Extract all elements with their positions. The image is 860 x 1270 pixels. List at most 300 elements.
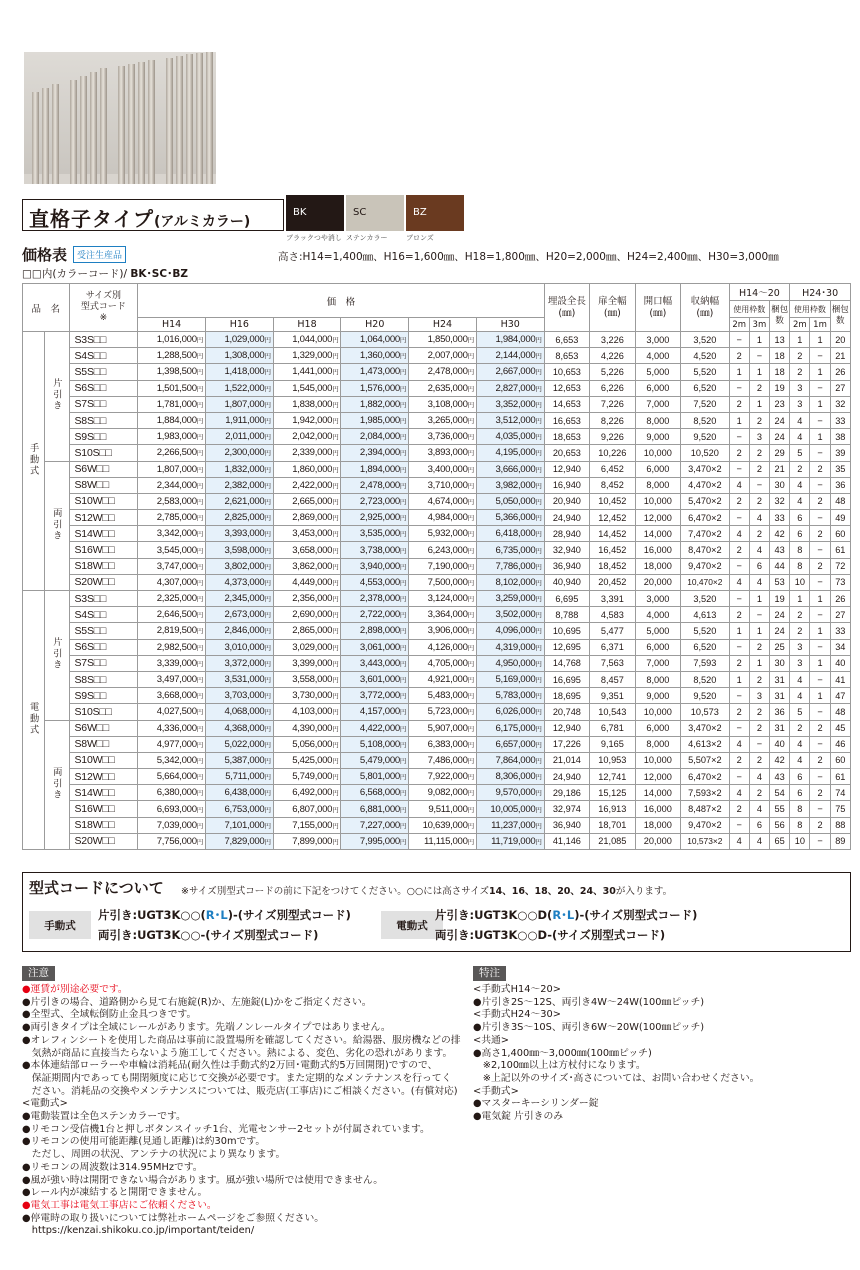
- opening-width-cell: 5,000: [635, 623, 680, 639]
- price-cell: 3,029,000円: [273, 639, 341, 655]
- opening-width-cell: 14,000: [635, 526, 680, 542]
- frames-2m-b-cell: 4: [790, 412, 810, 428]
- slat-graphic: [128, 64, 135, 184]
- color-caption-bk: ブラックつや消し: [286, 234, 342, 242]
- price-cell: 2,819,500円: [138, 623, 206, 639]
- packages-b-cell: 41: [830, 671, 850, 687]
- price-cell: 5,749,000円: [273, 769, 341, 785]
- opening-width-cell: 16,000: [635, 542, 680, 558]
- header-h16: H16: [205, 318, 273, 332]
- frames-2m-a-cell: −: [729, 720, 749, 736]
- frames-3m-a-cell: 2: [749, 380, 769, 396]
- frames-2m-b-cell: 4: [790, 752, 810, 768]
- price-cell: 3,545,000円: [138, 542, 206, 558]
- door-width-cell: 6,226: [590, 380, 635, 396]
- frames-1m-b-cell: −: [810, 445, 830, 461]
- rail-length-cell: 32,940: [544, 542, 589, 558]
- header-door-width: 扉全幅 (㎜): [590, 284, 635, 332]
- price-cell: 3,535,000円: [341, 526, 409, 542]
- frames-2m-a-cell: 1: [729, 364, 749, 380]
- storage-width-cell: 9,470×2: [681, 817, 730, 833]
- price-cell: 3,352,000円: [476, 396, 544, 412]
- frames-2m-a-cell: −: [729, 332, 749, 348]
- price-cell: 6,735,000円: [476, 542, 544, 558]
- price-cell: 5,907,000円: [409, 720, 477, 736]
- opening-width-cell: 10,000: [635, 752, 680, 768]
- frames-1m-b-cell: 2: [810, 526, 830, 542]
- frames-2m-a-cell: −: [729, 639, 749, 655]
- packages-b-cell: 27: [830, 380, 850, 396]
- frames-2m-a-cell: 2: [729, 445, 749, 461]
- storage-width-cell: 10,573×2: [681, 833, 730, 849]
- rail-length-cell: 12,940: [544, 720, 589, 736]
- header-2m-b: 2m: [790, 318, 810, 332]
- price-cell: 2,325,000円: [138, 591, 206, 607]
- price-cell: 2,827,000円: [476, 380, 544, 396]
- frames-3m-a-cell: 4: [749, 769, 769, 785]
- price-cell: 5,479,000円: [341, 752, 409, 768]
- size-code-cell: S10S□□: [69, 704, 138, 720]
- slat-graphic: [138, 62, 145, 184]
- frames-3m-a-cell: 4: [749, 542, 769, 558]
- frames-3m-a-cell: 2: [749, 720, 769, 736]
- frames-2m-b-cell: 6: [790, 510, 810, 526]
- frames-2m-b-cell: 3: [790, 655, 810, 671]
- price-cell: 2,422,000円: [273, 477, 341, 493]
- price-cell: 3,940,000円: [341, 558, 409, 574]
- price-cell: 2,621,000円: [205, 493, 273, 509]
- price-cell: 5,366,000円: [476, 510, 544, 526]
- packages-b-cell: 47: [830, 688, 850, 704]
- packages-a-cell: 31: [770, 671, 790, 687]
- frames-3m-a-cell: 2: [749, 412, 769, 428]
- frames-1m-b-cell: −: [810, 477, 830, 493]
- slat-graphic: [80, 76, 87, 184]
- price-cell: 4,307,000円: [138, 574, 206, 590]
- storage-width-cell: 4,520: [681, 348, 730, 364]
- storage-width-cell: 3,520: [681, 332, 730, 348]
- storage-width-cell: 4,613×2: [681, 736, 730, 752]
- price-cell: 7,190,000円: [409, 558, 477, 574]
- price-cell: 1,044,000円: [273, 332, 341, 348]
- price-cell: 3,710,000円: [409, 477, 477, 493]
- frames-2m-b-cell: 4: [790, 429, 810, 445]
- door-width-cell: 9,226: [590, 429, 635, 445]
- frames-3m-a-cell: 4: [749, 801, 769, 817]
- price-cell: 7,995,000円: [341, 833, 409, 849]
- title-sub: (アルミカラー): [154, 214, 251, 230]
- caution-heading: 注意: [22, 966, 55, 981]
- size-code-cell: S8W□□: [69, 736, 138, 752]
- price-cell: 7,039,000円: [138, 817, 206, 833]
- header-price: 価 格: [138, 284, 544, 318]
- door-width-cell: 3,391: [590, 591, 635, 607]
- price-cell: 4,035,000円: [476, 429, 544, 445]
- caution-line: <電動式>: [22, 1098, 68, 1110]
- rail-length-cell: 16,653: [544, 412, 589, 428]
- price-cell: 5,342,000円: [138, 752, 206, 768]
- frames-1m-b-cell: 2: [810, 493, 830, 509]
- price-cell: 3,906,000円: [409, 623, 477, 639]
- packages-b-cell: 46: [830, 736, 850, 752]
- frames-3m-a-cell: 1: [749, 396, 769, 412]
- rail-length-cell: 10,653: [544, 364, 589, 380]
- storage-width-cell: 5,507×2: [681, 752, 730, 768]
- frames-2m-b-cell: 10: [790, 833, 810, 849]
- frames-1m-b-cell: −: [810, 769, 830, 785]
- opening-width-cell: 20,000: [635, 833, 680, 849]
- door-width-cell: 8,226: [590, 412, 635, 428]
- caution-line: ●リモコンの使用可能距離(見通し距離)は約30mです。: [22, 1136, 266, 1148]
- header-use-frames-a: 使用枠数: [729, 301, 769, 318]
- packages-b-cell: 60: [830, 752, 850, 768]
- price-cell: 4,368,000円: [205, 720, 273, 736]
- frames-2m-a-cell: −: [729, 558, 749, 574]
- price-cell: 1,360,000円: [341, 348, 409, 364]
- price-cell: 2,665,000円: [273, 493, 341, 509]
- price-cell: 3,259,000円: [476, 591, 544, 607]
- made-to-order-badge: 受注生産品: [73, 246, 126, 263]
- rail-length-cell: 18,695: [544, 688, 589, 704]
- price-cell: 3,558,000円: [273, 671, 341, 687]
- feature-line: <共通>: [473, 1034, 510, 1046]
- price-cell: 2,785,000円: [138, 510, 206, 526]
- price-cell: 11,237,000円: [476, 817, 544, 833]
- rail-length-cell: 29,186: [544, 785, 589, 801]
- door-width-cell: 9,351: [590, 688, 635, 704]
- frames-2m-b-cell: 2: [790, 348, 810, 364]
- opening-width-cell: 6,000: [635, 461, 680, 477]
- frames-2m-b-cell: 8: [790, 542, 810, 558]
- storage-width-cell: 6,470×2: [681, 769, 730, 785]
- packages-b-cell: 35: [830, 461, 850, 477]
- storage-width-cell: 10,520: [681, 445, 730, 461]
- slat-graphic: [186, 54, 193, 184]
- packages-a-cell: 19: [770, 591, 790, 607]
- feature-line: <手動式H24〜30>: [473, 1009, 561, 1021]
- caution-line: ●風が強い時は開閉できない場合があります。風が強い場所では使用できません。: [22, 1174, 384, 1186]
- price-cell: 10,005,000円: [476, 801, 544, 817]
- size-code-cell: S12W□□: [69, 769, 138, 785]
- frames-2m-a-cell: 4: [729, 785, 749, 801]
- storage-width-cell: 7,593×2: [681, 785, 730, 801]
- packages-b-cell: 26: [830, 364, 850, 380]
- price-cell: 3,265,000円: [409, 412, 477, 428]
- frames-2m-a-cell: −: [729, 817, 749, 833]
- price-cell: 3,601,000円: [341, 671, 409, 687]
- price-cell: 3,399,000円: [273, 655, 341, 671]
- caution-line: ●片引きの場合、道路側から見て右施錠(R)か、左施錠(L)かをご指定ください。: [22, 996, 372, 1008]
- color-caption-bz: ブロンズ: [406, 234, 434, 242]
- packages-b-cell: 60: [830, 526, 850, 542]
- header-h24: H24: [409, 318, 477, 332]
- caution-line: ●電動装置は全色ステンカラーです。: [22, 1111, 186, 1123]
- slat-graphic: [166, 58, 173, 184]
- rail-length-cell: 8,653: [544, 348, 589, 364]
- frames-1m-b-cell: 1: [810, 332, 830, 348]
- door-width-cell: 8,452: [590, 477, 635, 493]
- price-cell: 5,783,000円: [476, 688, 544, 704]
- price-cell: 2,011,000円: [205, 429, 273, 445]
- price-cell: 6,807,000円: [273, 801, 341, 817]
- frames-3m-a-cell: 2: [749, 526, 769, 542]
- size-code-cell: S8W□□: [69, 477, 138, 493]
- price-cell: 7,227,000円: [341, 817, 409, 833]
- type-code-title: 型式コードについて: [29, 879, 164, 897]
- price-cell: 7,486,000円: [409, 752, 477, 768]
- price-cell: 3,010,000円: [205, 639, 273, 655]
- opening-width-cell: 8,000: [635, 736, 680, 752]
- door-width-cell: 18,701: [590, 817, 635, 833]
- table-row: [23, 671, 851, 687]
- category-label: 電動式: [23, 591, 45, 850]
- price-cell: 6,383,000円: [409, 736, 477, 752]
- packages-b-cell: 36: [830, 477, 850, 493]
- feature-line: ●マスターキーシリンダー錠: [473, 1098, 599, 1110]
- frames-2m-a-cell: 2: [729, 542, 749, 558]
- header-h14: H14: [138, 318, 206, 332]
- price-cell: 3,982,000円: [476, 477, 544, 493]
- header-product-name: 品 名: [23, 284, 70, 332]
- frames-2m-b-cell: 2: [790, 364, 810, 380]
- size-code-cell: S14W□□: [69, 785, 138, 801]
- door-width-cell: 7,563: [590, 655, 635, 671]
- frames-2m-a-cell: 2: [729, 655, 749, 671]
- price-cell: 6,693,000円: [138, 801, 206, 817]
- table-row: [23, 348, 851, 364]
- table-row: [23, 752, 851, 768]
- frames-2m-b-cell: 4: [790, 671, 810, 687]
- packages-b-cell: 20: [830, 332, 850, 348]
- manual-tag: 手動式: [29, 911, 91, 939]
- color-swatch-bk: BK: [286, 195, 344, 231]
- group-label: 片引き: [45, 332, 69, 462]
- door-width-cell: 10,226: [590, 445, 635, 461]
- electric-single-code: [435, 907, 697, 923]
- frames-2m-b-cell: 2: [790, 461, 810, 477]
- size-code-cell: S5S□□: [69, 364, 138, 380]
- rail-length-cell: 16,940: [544, 477, 589, 493]
- packages-a-cell: 53: [770, 574, 790, 590]
- table-row: [23, 461, 851, 477]
- price-table: [22, 283, 851, 850]
- storage-width-cell: 5,470×2: [681, 493, 730, 509]
- storage-width-cell: 10,470×2: [681, 574, 730, 590]
- price-cell: 2,723,000円: [341, 493, 409, 509]
- group-label: 片引き: [45, 591, 69, 721]
- table-row: [23, 704, 851, 720]
- rail-length-cell: 20,748: [544, 704, 589, 720]
- opening-width-cell: 4,000: [635, 348, 680, 364]
- price-cell: 7,922,000円: [409, 769, 477, 785]
- size-code-cell: S20W□□: [69, 574, 138, 590]
- price-cell: 8,306,000円: [476, 769, 544, 785]
- price-cell: 2,042,000円: [273, 429, 341, 445]
- header-h20: H20: [341, 318, 409, 332]
- caution-line: ●オレフィンシートを使用した商品は事前に設置場所を確認してください。給湯器、服房機などの排: [22, 1034, 461, 1046]
- table-row: [23, 817, 851, 833]
- opening-width-cell: 18,000: [635, 817, 680, 833]
- table-row: [23, 542, 851, 558]
- storage-width-cell: 10,573: [681, 704, 730, 720]
- opening-width-cell: 5,000: [635, 364, 680, 380]
- type-code-note-sizes: 14、16、18、20、24、30: [489, 886, 616, 897]
- storage-width-cell: 4,470×2: [681, 477, 730, 493]
- price-cell: 4,984,000円: [409, 510, 477, 526]
- table-row: [23, 396, 851, 412]
- frames-3m-a-cell: 2: [749, 639, 769, 655]
- packages-a-cell: 54: [770, 785, 790, 801]
- price-cell: 1,545,000円: [273, 380, 341, 396]
- price-cell: 4,336,000円: [138, 720, 206, 736]
- price-cell: 2,982,500円: [138, 639, 206, 655]
- door-width-cell: 10,452: [590, 493, 635, 509]
- packages-a-cell: 25: [770, 639, 790, 655]
- header-size-code: サイズ別 型式コード ※: [69, 284, 138, 332]
- rail-length-cell: 24,940: [544, 769, 589, 785]
- rail-length-cell: 6,695: [544, 591, 589, 607]
- door-width-cell: 16,452: [590, 542, 635, 558]
- table-row: [23, 445, 851, 461]
- opening-width-cell: 8,000: [635, 477, 680, 493]
- manual-single-code: [98, 907, 351, 923]
- price-cell: 7,829,000円: [205, 833, 273, 849]
- price-cell: 5,169,000円: [476, 671, 544, 687]
- packages-a-cell: 55: [770, 801, 790, 817]
- frames-2m-a-cell: −: [729, 769, 749, 785]
- frames-3m-a-cell: 2: [749, 704, 769, 720]
- price-cell: 4,373,000円: [205, 574, 273, 590]
- price-cell: 1,398,500円: [138, 364, 206, 380]
- opening-width-cell: 20,000: [635, 574, 680, 590]
- price-cell: 3,658,000円: [273, 542, 341, 558]
- packages-a-cell: 18: [770, 364, 790, 380]
- storage-width-cell: 4,613: [681, 607, 730, 623]
- price-cell: 4,921,000円: [409, 671, 477, 687]
- storage-width-cell: 7,593: [681, 655, 730, 671]
- price-cell: 2,007,000円: [409, 348, 477, 364]
- header-h18: H18: [273, 318, 341, 332]
- rail-length-cell: 12,940: [544, 461, 589, 477]
- caution-line: ただし、周囲の状況、アンテナの状況により異なります。: [22, 1149, 286, 1161]
- door-width-cell: 18,452: [590, 558, 635, 574]
- price-cell: 4,449,000円: [273, 574, 341, 590]
- price-cell: 4,068,000円: [205, 704, 273, 720]
- size-code-cell: S16W□□: [69, 801, 138, 817]
- frames-3m-a-cell: 1: [749, 655, 769, 671]
- door-width-cell: 14,452: [590, 526, 635, 542]
- table-row: [23, 429, 851, 445]
- frames-2m-a-cell: −: [729, 380, 749, 396]
- price-cell: 2,339,000円: [273, 445, 341, 461]
- opening-width-cell: 8,000: [635, 412, 680, 428]
- type-code-box: [22, 872, 851, 952]
- price-cell: 4,950,000円: [476, 655, 544, 671]
- door-width-cell: 10,953: [590, 752, 635, 768]
- header-rail-length: 埋設全長 (㎜): [544, 284, 589, 332]
- opening-width-cell: 10,000: [635, 493, 680, 509]
- door-width-cell: 4,583: [590, 607, 635, 623]
- price-cell: 6,243,000円: [409, 542, 477, 558]
- frames-2m-b-cell: 8: [790, 817, 810, 833]
- frames-1m-b-cell: −: [810, 412, 830, 428]
- frames-1m-b-cell: 1: [810, 364, 830, 380]
- door-width-cell: 5,477: [590, 623, 635, 639]
- frames-1m-b-cell: −: [810, 671, 830, 687]
- price-cell: 1,308,000円: [205, 348, 273, 364]
- frames-1m-b-cell: −: [810, 380, 830, 396]
- size-code-cell: S10W□□: [69, 493, 138, 509]
- storage-width-cell: 5,520: [681, 364, 730, 380]
- packages-a-cell: 23: [770, 396, 790, 412]
- price-cell: 1,418,000円: [205, 364, 273, 380]
- door-width-cell: 12,741: [590, 769, 635, 785]
- opening-width-cell: 14,000: [635, 785, 680, 801]
- price-cell: 3,668,000円: [138, 688, 206, 704]
- feature-line: <手動式H14〜20>: [473, 984, 561, 995]
- size-code-cell: S4S□□: [69, 607, 138, 623]
- price-cell: 3,666,000円: [476, 461, 544, 477]
- price-cell: 5,425,000円: [273, 752, 341, 768]
- feature-line: ※上記以外のサイズ･高さについては、お問い合わせください。: [473, 1072, 760, 1084]
- header-group-h14-20: H14〜20: [729, 284, 790, 301]
- size-code-cell: S3S□□: [69, 591, 138, 607]
- price-cell: 5,387,000円: [205, 752, 273, 768]
- packages-b-cell: 72: [830, 558, 850, 574]
- price-cell: 3,730,000円: [273, 688, 341, 704]
- price-cell: 1,576,000円: [341, 380, 409, 396]
- price-cell: 6,492,000円: [273, 785, 341, 801]
- size-code-cell: S10W□□: [69, 752, 138, 768]
- size-code-cell: S16W□□: [69, 542, 138, 558]
- price-cell: 3,747,000円: [138, 558, 206, 574]
- frames-2m-b-cell: 1: [790, 591, 810, 607]
- price-cell: 6,753,000円: [205, 801, 273, 817]
- price-cell: 1,029,000円: [205, 332, 273, 348]
- table-row: [23, 526, 851, 542]
- price-cell: 5,801,000円: [341, 769, 409, 785]
- packages-b-cell: 39: [830, 445, 850, 461]
- header-use-frames-b: 使用枠数: [790, 301, 830, 318]
- packages-a-cell: 33: [770, 510, 790, 526]
- price-cell: 3,502,000円: [476, 607, 544, 623]
- price-cell: 2,382,000円: [205, 477, 273, 493]
- frames-1m-b-cell: −: [810, 542, 830, 558]
- table-row: [23, 785, 851, 801]
- door-width-cell: 8,457: [590, 671, 635, 687]
- price-cell: 5,723,000円: [409, 704, 477, 720]
- price-cell: 2,084,000円: [341, 429, 409, 445]
- frames-2m-b-cell: 4: [790, 736, 810, 752]
- price-cell: 3,497,000円: [138, 671, 206, 687]
- color-swatch-bz: BZ: [406, 195, 464, 231]
- door-width-cell: 21,085: [590, 833, 635, 849]
- rail-length-cell: 20,940: [544, 493, 589, 509]
- price-cell: 6,568,000円: [341, 785, 409, 801]
- frames-2m-a-cell: 1: [729, 412, 749, 428]
- price-cell: 1,884,000円: [138, 412, 206, 428]
- electric-single-pre: 片引き:UGT3K○○D(: [435, 908, 553, 922]
- table-row: [23, 769, 851, 785]
- price-cell: 1,894,000円: [341, 461, 409, 477]
- category-label: 手動式: [23, 332, 45, 591]
- price-cell: 2,673,000円: [205, 607, 273, 623]
- manual-single-rl: R･L: [205, 908, 228, 922]
- price-cell: 10,639,000円: [409, 817, 477, 833]
- slat-graphic: [42, 88, 49, 184]
- price-cell: 3,061,000円: [341, 639, 409, 655]
- packages-b-cell: 45: [830, 720, 850, 736]
